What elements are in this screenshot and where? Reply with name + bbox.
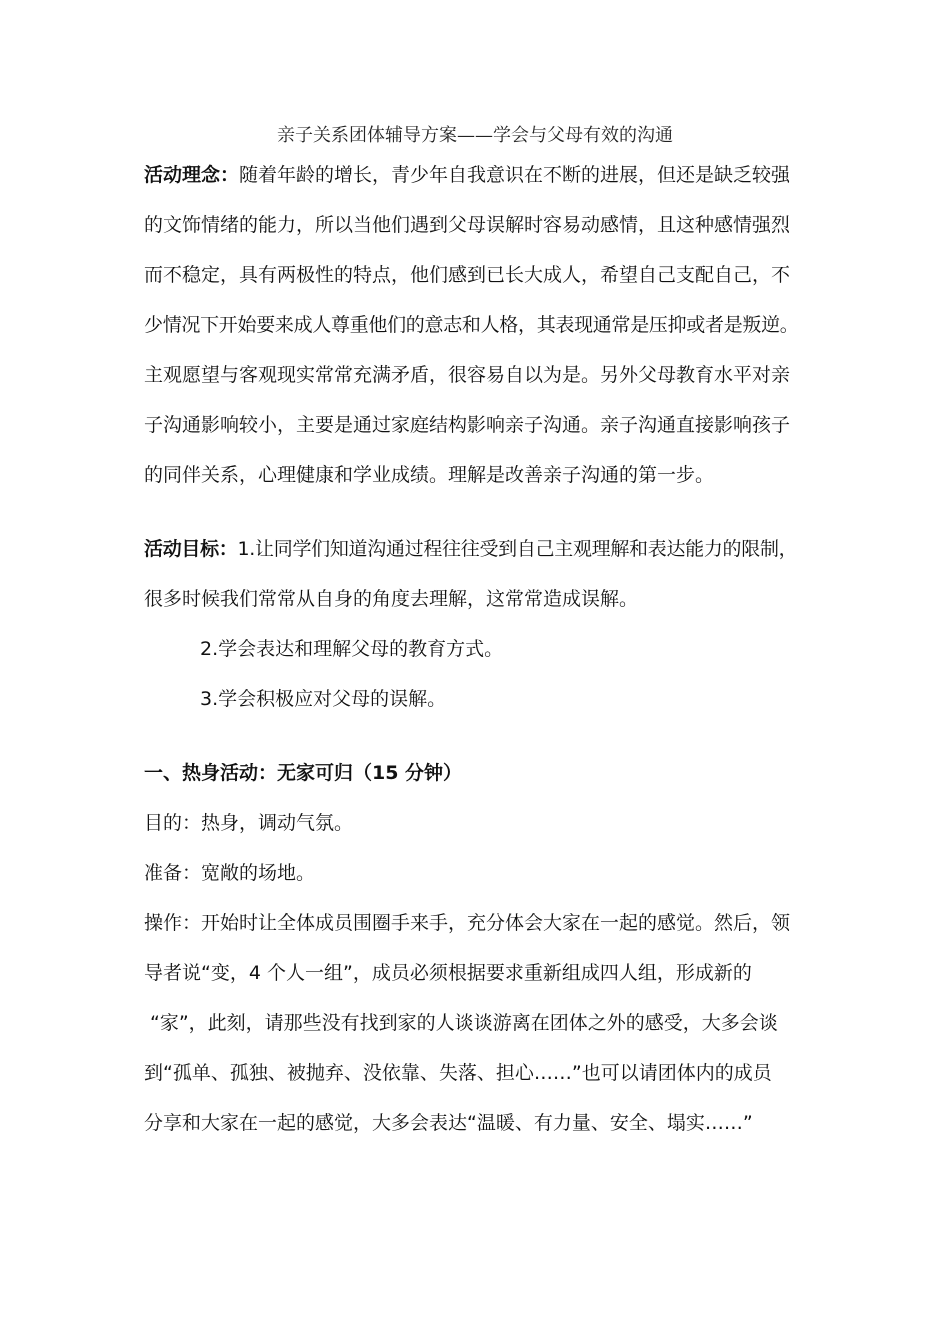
section1-operation-line-4: 到“孤单、孤独、被抛弃、没依靠、失落、担心……”也可以请团体内的成员 [144,1062,772,1084]
concept-line-2: 的文饰情绪的能力，所以当他们遇到父母误解时容易动感情，且这种感情强烈 [144,214,791,236]
section1-operation-line-1: 操作：开始时让全体成员围圈手来手，充分体会大家在一起的感觉。然后，领 [144,912,791,934]
goals-item-2: 2.学会表达和理解父母的教育方式。 [200,638,504,660]
concept-label: 活动理念： [144,164,240,186]
concept-text: 随着年龄的增长，青少年自我意识在不断的进展，但还是缺乏较强 [239,164,791,186]
concept-line-5: 主观愿望与客观现实常常充满矛盾，很容易自以为是。另外父母教育水平对亲 [144,364,791,386]
goals-line-2: 很多时候我们常常从自身的角度去理解，这常常造成误解。 [144,588,639,610]
concept-line-4: 少情况下开始要来成人尊重他们的意志和人格，其表现通常是压抑或者是叛逆。 [144,314,799,336]
document-title: 亲子关系团体辅导方案——学会与父母有效的沟通 [277,125,673,146]
section1-operation-line-2: 导者说“变，4 个人一组”，成员必须根据要求重新组成四人组，形成新的 [144,962,752,984]
section1-heading: 一、热身活动：无家可归（15 分钟） [144,762,463,784]
concept-line-1 [144,162,790,188]
concept-line-6: 子沟通影响较小，主要是通过家庭结构影响亲子沟通。亲子沟通直接影响孩子 [144,414,791,436]
goals-label: 活动目标： [144,538,238,560]
concept-line-7: 的同伴关系，心理健康和学业成绩。理解是改善亲子沟通的第一步。 [144,464,715,486]
section1-operation-line-5: 分享和大家在一起的感觉，大多会表达“温暖、有力量、安全、塌实……” [144,1112,753,1134]
goals-line-1 [144,536,797,562]
goals-text: 1.让同学们知道沟通过程往往受到自己主观理解和表达能力的限制， [237,538,798,560]
concept-line-3: 而不稳定，具有两极性的特点，他们感到已长大成人，希望自己支配自己，不 [144,264,791,286]
section1-operation-line-3: “家”，此刻，请那些没有找到家的人谈谈游离在团体之外的感受，大多会谈 [150,1012,778,1034]
goals-item-3: 3.学会积极应对父母的误解。 [200,688,447,710]
section1-purpose: 目的：热身，调动气氛。 [144,812,354,834]
section1-prep: 准备：宽敞的场地。 [144,862,316,884]
